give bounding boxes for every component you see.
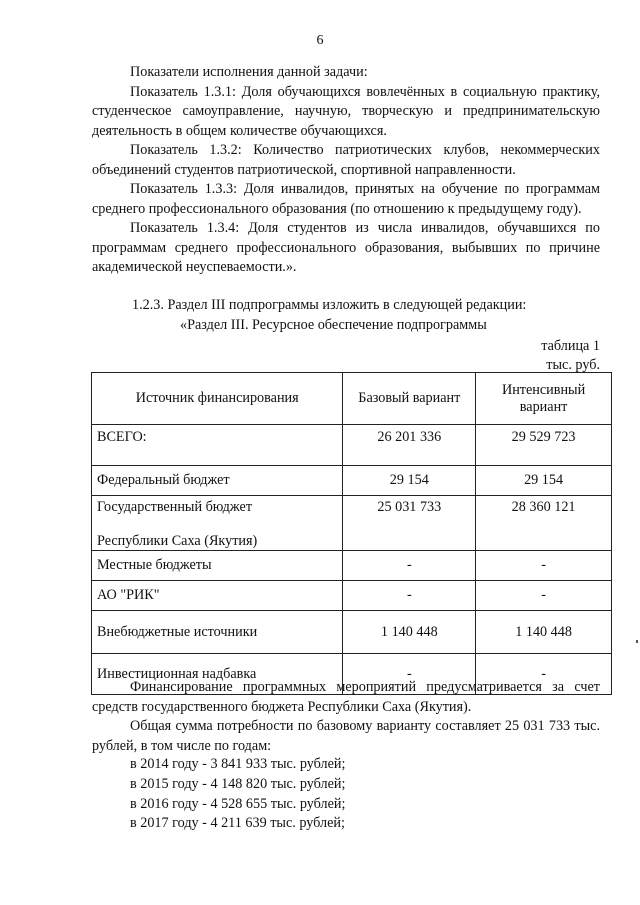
row-intensive-value: 29 154 (476, 466, 612, 496)
table-row (92, 581, 612, 611)
row-intensive-value: 1 140 448 (476, 611, 612, 654)
year-2014-line: в 2014 году - 3 841 933 тыс. рублей; (130, 756, 346, 772)
header-source: Источник финансирования (92, 373, 343, 425)
indicators-block (92, 63, 600, 278)
table-row (92, 496, 612, 551)
row-base-value: 26 201 336 (343, 425, 476, 466)
year-2016-line: в 2016 году - 4 528 655 тыс. рублей; (130, 796, 346, 812)
year-2017-line: в 2017 году - 4 211 639 тыс. рублей; (130, 815, 345, 831)
table-row (92, 611, 612, 654)
indicator-1-3-1: Показатель 1.3.1: Доля обучающихся вовлечённых в социальную практику, студенческое самоуправление, научную, творческую и предпринимательскую деятельность в общем количестве обучающихся. (92, 83, 600, 139)
header-base: Базовый вариант (343, 373, 476, 425)
indicator-1-3-2: Показатель 1.3.2: Количество патриотических клубов, некоммерческих объединений студентов патриотической, спортивной направленности. (92, 142, 600, 178)
row-base-value: - (343, 551, 476, 581)
header-intensive: Интенсивный вариант (476, 373, 612, 425)
row-intensive-value: 28 360 121 (476, 496, 612, 551)
row-source-line-1: Государственный бюджет (97, 499, 253, 515)
indicator-1-3-3: Показатель 1.3.3: Доля инвалидов, принятых на обучение по программам среднего профессионального образования (по отношению к предыдущему году). (92, 181, 600, 217)
row-source: Федеральный бюджет (92, 466, 343, 496)
table-header-row (92, 373, 612, 425)
table-row (92, 551, 612, 581)
table-units: тыс. руб. (546, 357, 600, 373)
financing-paragraph: Финансирование программных мероприятий предусматривается за счет средств государственного бюджета Республики Саха (Якутия). (92, 679, 600, 715)
row-intensive-value: - (476, 654, 612, 695)
table-label: таблица 1 (541, 338, 600, 354)
row-base-value: 1 140 448 (343, 611, 476, 654)
indicator-1-3-4: Показатель 1.3.4: Доля студентов из числа инвалидов, обучавшихся по программам среднего профессионального образования, выбывших по причине академической неуспеваемости.». (92, 220, 600, 275)
year-2015-line: в 2015 году - 4 148 820 тыс. рублей; (130, 776, 346, 792)
table-row (92, 425, 612, 466)
scan-edge-mark (636, 640, 638, 643)
row-source: ВСЕГО: (92, 425, 343, 466)
row-source: Внебюджетные источники (92, 611, 343, 654)
row-intensive-value: - (476, 581, 612, 611)
total-paragraph: Общая сумма потребности по базовому варианту составляет 25 031 733 тыс. рублей, в том числе по годам: (92, 718, 600, 754)
row-source: Инвестиционная надбавка (92, 654, 343, 695)
row-intensive-value: - (476, 551, 612, 581)
row-base-value: - (343, 581, 476, 611)
row-source: Местные бюджеты (92, 551, 343, 581)
resource-table (91, 372, 612, 695)
financing-block (92, 678, 600, 756)
section-title: 1.2.3. Раздел III подпрограммы изложить в следующей редакции: (132, 297, 527, 313)
row-intensive-value: 29 529 723 (476, 425, 612, 466)
row-source: АО "РИК" (92, 581, 343, 611)
row-base-value: - (343, 654, 476, 695)
indicators-heading: Показатели исполнения данной задачи: (130, 64, 368, 80)
row-base-value: 29 154 (343, 466, 476, 496)
section-subtitle: «Раздел III. Ресурсное обеспечение подпрограммы (180, 317, 487, 333)
row-source (92, 496, 343, 551)
row-source-line-2: Республики Саха (Якутия) (97, 533, 258, 549)
row-base-value: 25 031 733 (343, 496, 476, 551)
page-number: 6 (316, 33, 324, 48)
table-row (92, 466, 612, 496)
